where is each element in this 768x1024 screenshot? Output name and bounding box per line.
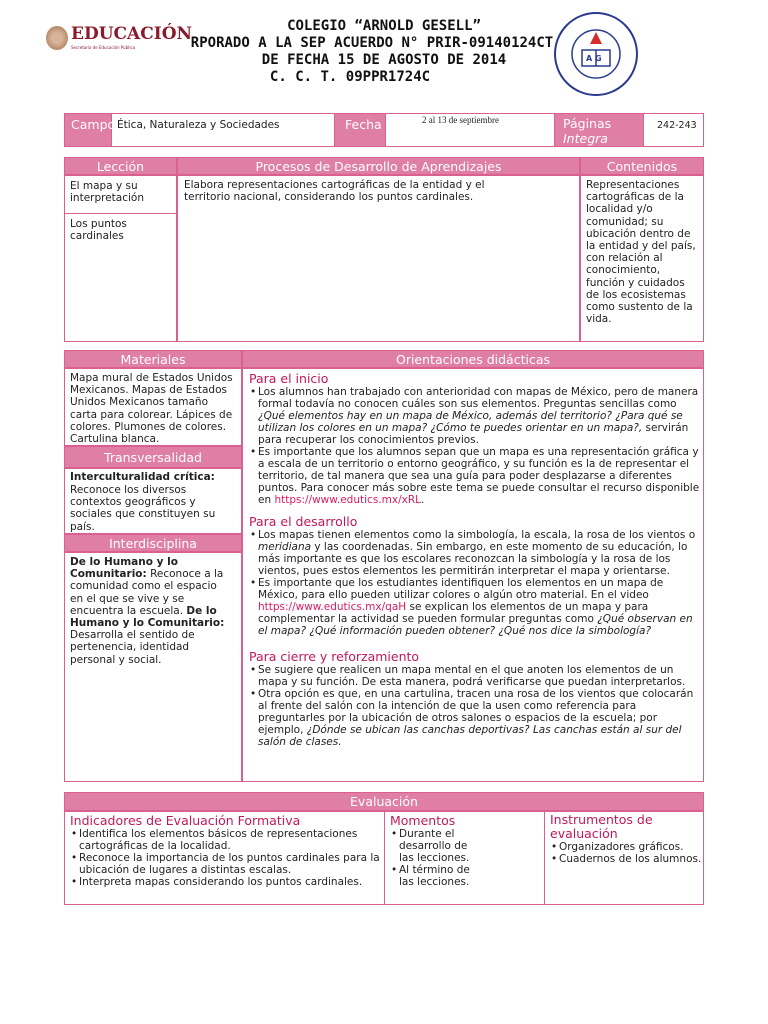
inicio-title: Para el inicio: [249, 371, 329, 386]
momento-item: • Al término de las lecciones.: [399, 864, 475, 888]
instrumento-item: • Organizadores gráficos.: [559, 841, 702, 853]
procesos-header: Procesos de Desarrollo de Aprendizajes: [177, 157, 580, 175]
school-incorporation: RPORADO A LA SEP ACUERDO N° PRIR-09140124CT: [190, 35, 554, 51]
edutics-link-qah[interactable]: https://www.edutics.mx/qaH: [258, 601, 407, 613]
materiales-header: Materiales: [64, 350, 242, 368]
desarrollo-item-1: • Los mapas tienen elementos como la simbología, la escala, la rosa de los vientos o meridiana y las coordenadas. Sin embargo, en este momento de su educación, lo más importante es que los escolares reconozcan la simbología y la rosa de los vientos, pues estos elementos les permitirán interpretar el mapa y orientarse.: [258, 529, 701, 577]
cierre-title: Para cierre y reforzamiento: [249, 649, 420, 664]
fecha-label: Fecha: [334, 113, 386, 147]
inter-text-2: Desarrolla el sentido de pertenencia, identidad personal y social.: [70, 629, 195, 666]
school-seal: [552, 10, 640, 98]
instrumentos-title: Instrumentos de evaluación: [550, 812, 653, 841]
transversalidad-text: Reconoce los diversos contextos geográficos y sociales que constituyen su país.: [70, 484, 216, 533]
desarrollo-title: Para el desarrollo: [249, 514, 358, 529]
orientaciones-content: [249, 371, 701, 748]
sep-logo-subtext: Secretaría de Educación Pública: [71, 45, 136, 50]
school-date: DE FECHA 15 DE AGOSTO DE 2014: [261, 52, 507, 68]
contenidos-header: Contenidos: [580, 157, 704, 175]
procesos-text: Elabora representaciones cartográficas de la entidad y el territorio nacional, considerando los puntos cardinales.: [184, 179, 485, 204]
campo-label: Campo: [64, 113, 112, 147]
leccion-1: El mapa y su interpretación: [70, 180, 144, 205]
instrumento-item: • Cuadernos de los alumnos.: [559, 853, 702, 865]
indicadores-col: [70, 813, 382, 888]
paginas-label: Páginas Integra: [554, 113, 644, 147]
cierre-item-1: • Se sugiere que realicen un mapa mental en el que anoten los elementos de un mapa y su función. De esta manera, podrá verificarse que puedan interpretarlos.: [258, 664, 701, 688]
school-cct: C. C. T. 09PPR1724C: [269, 69, 431, 85]
integra-label: Integra: [563, 131, 608, 146]
school-name: COLEGIO “ARNOLD GESELL”: [287, 18, 481, 34]
inicio-item-1: • Los alumnos han trabajado con anterioridad con mapas de México, pero de manera formal todavía no conocen cuáles son sus elementos. Preguntas sencillas como ¿Qué elementos hay en un mapa de México, además del territorio? ¿Para qué se utilizan los colores en un mapa? ¿Cómo te puedes orientar en un mapa?, servirán para recuperar los conocimientos previos.: [258, 386, 701, 446]
leccion-divider: [64, 213, 177, 214]
indicador-item: • Identifica los elementos básicos de representaciones cartográficas de la localidad.: [79, 828, 382, 852]
indicadores-title: Indicadores de Evaluación Formativa: [70, 813, 301, 828]
desarrollo-item-2: • Es importante que los estudiantes identifiquen los elementos en un mapa de México, para ello pueden utilizar colores o algún otro material. En el video https://www.edutics.mx/qaH se explican los elementos de un mapa y para complementar la actividad se pueden formular preguntas como ¿Qué observan en el mapa? ¿Qué información pueden obtener? ¿Qué nos dice la simbología?: [258, 577, 701, 637]
cierre-item-2: • Otra opción es que, en una cartulina, tracen una rosa de los vientos que colocarán al frente del salón con la intención de que la usen como referencia para preguntarles por la ubicación de otros salones o espacios de la escuela; por ejemplo, ¿Dónde se ubican las canchas deportivas? Las canchas están al sur del salón de clases.: [258, 688, 701, 748]
inicio-item-2: • Es importante que los alumnos sepan que un mapa es una representación gráfica y a escala de un territorio o entorno geográfico, y su función es la de representar el territorio, de tal manera que sea una guía para poder desplazarse a diferentes puntos. Para conocer más sobre este tema se puede consultar el recurso disponible en https://www.edutics.mx/xRL.: [258, 446, 701, 506]
instrumentos-col: [550, 813, 702, 865]
sep-logo-text: EDUCACIÓN: [71, 24, 193, 44]
inter-text-1: Reconoce a la comunidad como el espacio en el que se vive y se encuentra la escuela.: [70, 568, 224, 617]
transversalidad-header: Transversalidad: [64, 446, 242, 468]
momento-item: • Durante el desarrollo de las lecciones.: [399, 828, 475, 864]
edutics-link-xrl[interactable]: https://www.edutics.mx/xRL: [274, 494, 421, 506]
inter-title-2: De lo Humano y lo Comunitario:: [70, 604, 225, 630]
interdisciplina-header: Interdisciplina: [64, 534, 242, 552]
fecha-value: 2 al 13 de septiembre: [422, 115, 499, 125]
contenidos-text: Representaciones cartográficas de la localidad y/o comunidad; su ubicación dentro de la entidad y del país, con relación al conocimiento, función y cuidados de los ecosistemas como sustento de la vida.: [586, 179, 696, 326]
transversalidad-title: Interculturalidad crítica:: [70, 471, 215, 483]
momentos-col: [390, 813, 475, 888]
evaluacion-divider-2: [544, 811, 545, 905]
orientaciones-header: Orientaciones didácticas: [242, 350, 704, 368]
evaluacion-divider-1: [384, 811, 385, 905]
seal-letters: A G: [586, 54, 602, 63]
evaluacion-header: Evaluación: [64, 792, 704, 811]
materiales-text: Mapa mural de Estados Unidos Mexicanos. Mapas de Estados Unidos Mexicanos tamaño carta para colorear. Lápices de colores. Plumones de colores. Cartulina blanca.: [70, 372, 233, 446]
leccion-header: Lección: [64, 157, 177, 175]
paginas-value: 242-243: [657, 120, 697, 131]
leccion-2: Los puntos cardinales: [70, 218, 127, 243]
momentos-title: Momentos: [390, 813, 456, 828]
interdisciplina-text: [70, 556, 230, 666]
campo-value: Ética, Naturaleza y Sociedades: [117, 119, 280, 131]
inter-title-1: De lo Humano y lo Comunitario:: [70, 556, 178, 581]
indicador-item: • Reconoce la importancia de los puntos cardinales para la ubicación de lugares a distintas escalas.: [79, 852, 382, 876]
indicador-item: • Interpreta mapas considerando los puntos cardinales.: [79, 876, 382, 888]
